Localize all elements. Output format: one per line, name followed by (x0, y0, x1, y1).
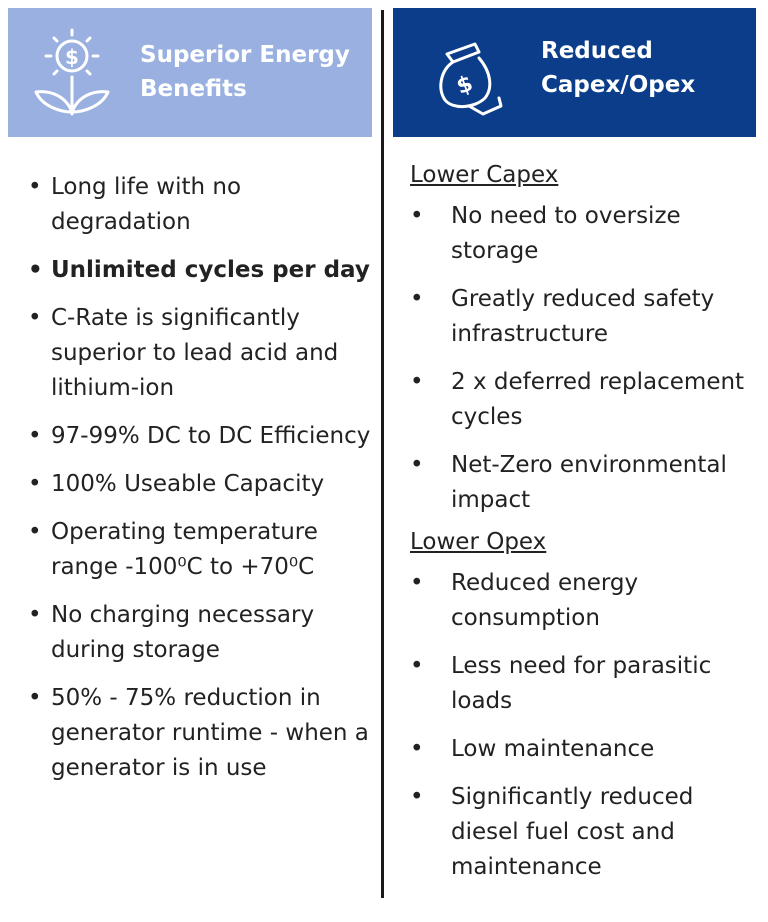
list-item: • Less need for parasitic loads (410, 649, 760, 719)
list-item: • Greatly reduced safety infrastructure (410, 282, 760, 352)
list-item: • 2 x deferred replacement cycles (410, 365, 760, 435)
list-item: • Long life with no degradation (28, 170, 373, 240)
superior-energy-header (8, 8, 372, 137)
list-item: • Operating temperature range -100⁰C to +70⁰C (28, 515, 373, 585)
reduced-capex-header (393, 8, 756, 137)
right-capex-opex-column (410, 158, 760, 892)
list-item: • Low maintenance (410, 732, 760, 767)
list-item: • 97-99% DC to DC Efficiency (28, 419, 373, 454)
svg-text:$: $ (65, 45, 79, 69)
left-benefits-column (28, 170, 373, 799)
list-item: • C-Rate is significantly superior to lead acid and lithium-ion (28, 301, 373, 406)
list-item: • Net-Zero environmental impact (410, 448, 760, 518)
energy-benefits-list (28, 170, 373, 786)
list-item: • Unlimited cycles per day (28, 253, 373, 288)
capex-list (410, 199, 760, 518)
list-item: • 100% Useable Capacity (28, 467, 373, 502)
opex-list (410, 566, 760, 885)
lower-opex-heading: Lower Opex (410, 529, 547, 555)
right-panel-title: Reduced Capex/Opex (541, 38, 696, 98)
left-panel-title: Superior Energy Benefits (140, 42, 350, 102)
list-item: • Reduced energy consumption (410, 566, 760, 636)
money-bag-hand-icon (427, 36, 507, 116)
lower-capex-heading: Lower Capex (410, 162, 559, 188)
money-plant-icon (30, 26, 114, 118)
list-item: • Significantly reduced diesel fuel cost and maintenance (410, 780, 760, 885)
list-item: • No need to oversize storage (410, 199, 760, 269)
list-item: • No charging necessary during storage (28, 598, 373, 668)
svg-text:$: $ (453, 71, 477, 100)
list-item: • 50% - 75% reduction in generator runtime - when a generator is in use (28, 681, 373, 786)
column-divider (381, 10, 384, 898)
